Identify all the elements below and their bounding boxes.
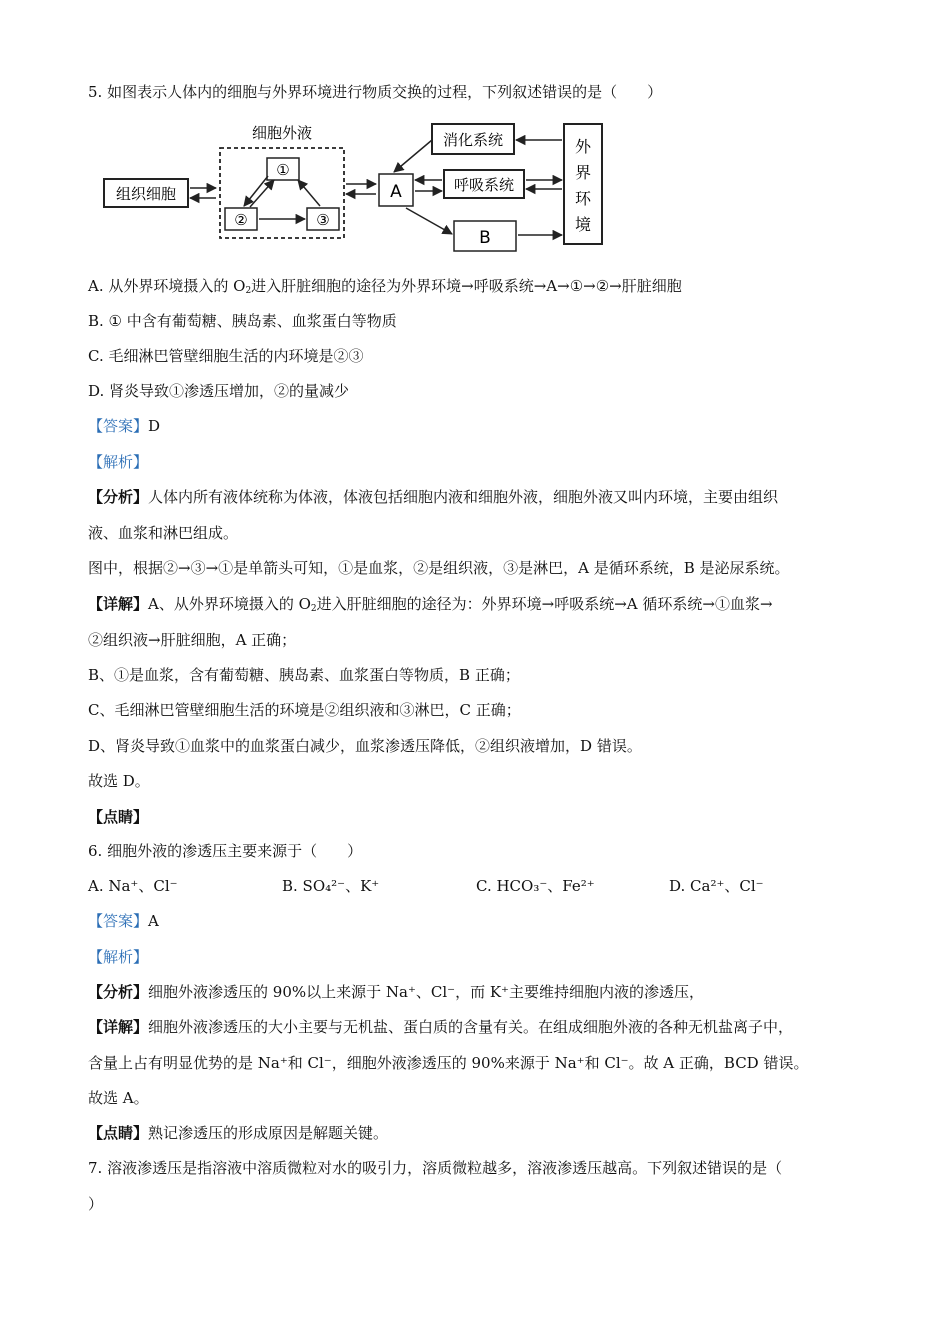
env-char-3: 环: [574, 189, 592, 208]
digestive-system-label: 消化系统: [442, 131, 504, 149]
arrow-digest-to-a: [394, 140, 432, 172]
q5-option-c: C. 毛细淋巴管壁细胞生活的内环境是②③: [88, 347, 364, 365]
q5-fenxi-line-1: 【分析】人体内所有液体统称为体液，体液包括细胞内液和细胞外液，细胞外液又叫内环境，主要由组织: [88, 488, 779, 506]
q6-answer: 【答案】A: [88, 912, 159, 930]
body-fluid-exchange-diagram: [98, 118, 618, 254]
respiratory-system-label: 呼吸系统: [453, 176, 515, 194]
q5-xiangjie-a-1: 【详解】A、从外界环境摄入的 $O_2$进入肝脏细胞的途径为：外界环境→呼吸系统→A 循环系统→①血浆→: [88, 595, 773, 614]
q5-option-d: D. 肾炎导致①渗透压增加，②的量减少: [88, 382, 350, 400]
q5-xiangjie-d: D、肾炎导致①血浆中的血浆蛋白减少，血浆渗透压降低，②组织液增加，D 错误。: [88, 737, 642, 755]
q5-stem: 5. 如图表示人体内的细胞与外界环境进行物质交换的过程，下列叙述错误的是（ ）: [88, 83, 663, 101]
q6-option-b: B. SO₄²⁻、K⁺: [282, 877, 380, 895]
arrow-a-to-b: [406, 208, 452, 234]
urinary-b-label: B: [479, 228, 491, 248]
q6-conclusion: 故选 A。: [88, 1089, 149, 1107]
ecf-title: 细胞外液: [251, 124, 313, 142]
q5-xiangjie-c: C、毛细淋巴管壁细胞生活的环境是②组织液和③淋巴，C 正确；: [88, 701, 521, 719]
q6-option-a: A. Na⁺、Cl⁻: [88, 877, 178, 895]
q7-stem-line-2: ）: [88, 1195, 104, 1213]
q6-xiangjie-2: 含量上占有明显优势的是 Na⁺和 Cl⁻，细胞外液渗透压的 90%来源于 Na⁺和 Cl⁻。故 A 正确，BCD 错误。: [88, 1054, 809, 1072]
node-2-label: ②: [234, 211, 248, 229]
q5-answer: 【答案】D: [88, 417, 161, 435]
arrow-3-to-1: [298, 180, 320, 206]
node-3-label: ③: [316, 211, 330, 229]
q6-option-c: C. HCO₃⁻、Fe²⁺: [476, 877, 595, 895]
env-char-4: 境: [574, 215, 592, 234]
q5-xiangjie-a-2: ②组织液→肝脏细胞，A 正确；: [88, 631, 297, 649]
tissue-cells-label: 组织细胞: [115, 185, 177, 203]
q5-fenxi-line-3: 图中，根据②→③→①是单箭头可知，①是血浆，②是组织液，③是淋巴，A 是循环系统，B 是泌尿系统。: [88, 559, 790, 577]
env-char-2: 界: [574, 163, 592, 182]
q5-dianjing: 【点睛】: [88, 808, 149, 826]
q5-jiexi-heading: 【解析】: [88, 453, 149, 471]
circulation-a-label: A: [390, 182, 402, 202]
node-1-label: ①: [276, 161, 290, 179]
q5-option-a: A. 从外界环境摄入的 $O_2$进入肝脏细胞的途径为外界环境→呼吸系统→A→①→②→肝脏细胞: [88, 277, 682, 296]
q5-fenxi-line-2: 液、血浆和淋巴组成。: [88, 524, 239, 542]
q5-xiangjie-b: B、①是血浆，含有葡萄糖、胰岛素、血浆蛋白等物质，B 正确；: [88, 666, 520, 684]
q6-jiexi-heading: 【解析】: [88, 948, 149, 966]
q6-option-d: D. Ca²⁺、Cl⁻: [669, 877, 764, 895]
q6-xiangjie-1: 【详解】细胞外液渗透压的大小主要与无机盐、蛋白质的含量有关。在组成细胞外液的各种无机盐离子中，: [88, 1018, 794, 1036]
env-char-1: 外: [574, 137, 592, 156]
q6-fenxi: 【分析】细胞外液渗透压的 90%以上来源于 Na⁺、Cl⁻，而 K⁺主要维持细胞内液的渗透压，: [88, 983, 704, 1001]
q6-stem: 6. 细胞外液的渗透压主要来源于（ ）: [88, 842, 363, 860]
q5-conclusion: 故选 D。: [88, 772, 150, 790]
q5-option-b: B. ① 中含有葡萄糖、胰岛素、血浆蛋白等物质: [88, 312, 397, 330]
q6-dianjing: 【点睛】熟记渗透压的形成原因是解题关键。: [88, 1124, 389, 1142]
q7-stem-line-1: 7. 溶液渗透压是指溶液中溶质微粒对水的吸引力，溶质微粒越多，溶液渗透压越高。下列叙述错误的是（: [88, 1159, 783, 1177]
